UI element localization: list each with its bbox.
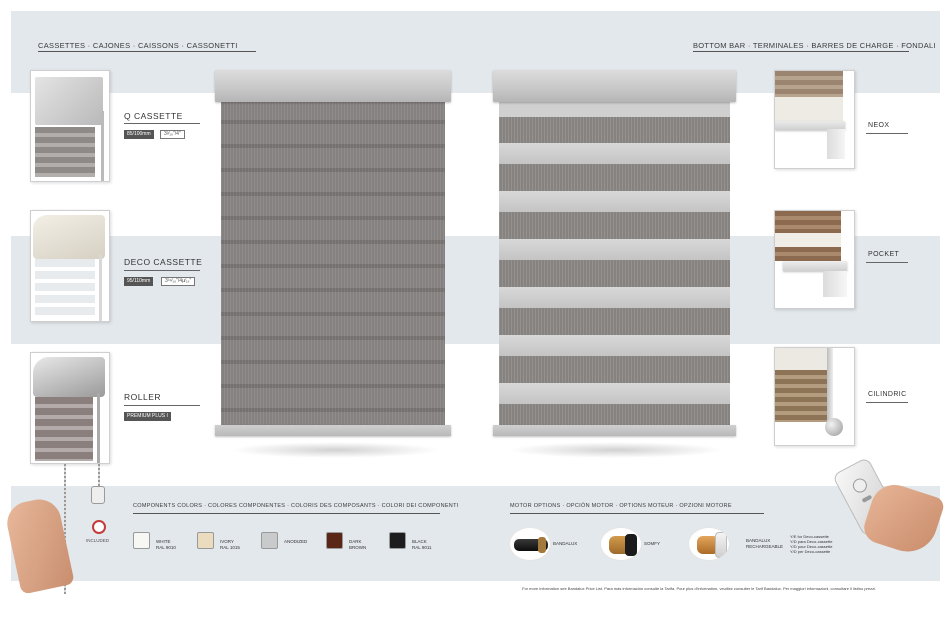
swatch-black-line1: BLACK [412, 539, 427, 544]
swatch-black [389, 532, 406, 549]
motor-title: MOTOR OPTIONS · OPCIÓN MOTOR · OPTIONS MOTEUR · OPZIONI MOTORE [510, 503, 732, 509]
motor-somfy-label: SOMFY [644, 541, 661, 546]
roller-badge: PREMIUM PLUS I [124, 412, 171, 421]
neox-rule [866, 133, 908, 134]
swatch-dark-brown-line2: BROWN [349, 545, 367, 550]
blind-open-illustration [493, 70, 736, 440]
swatch-anodized [261, 532, 278, 549]
blind-closed-illustration [215, 70, 451, 440]
cassettes-title-rule [38, 51, 256, 52]
bottom-bar-title-rule [693, 51, 909, 52]
pocket-label: POCKET [868, 251, 900, 258]
cilindric-photo [774, 347, 855, 446]
blind-closed-cassette [215, 70, 451, 102]
roller-rule [124, 405, 200, 406]
swatch-white-line1: WHITE [156, 539, 171, 544]
motor-note-4: Y/D per Deco-cassette [790, 549, 831, 554]
blind-open-bottom-rail [493, 425, 736, 436]
q-cassette-name: Q CASSETTE [124, 111, 183, 121]
pocket-photo [774, 210, 855, 309]
included-label: INCLUDED [86, 538, 110, 543]
swatch-white-line2: RAL 9010 [156, 545, 176, 550]
cassettes-title: CASSETTES · CAJONES · CAISSONS · CASSONETTI [38, 41, 238, 50]
cilindric-label: CILINDRIC [868, 391, 907, 398]
motor-somfy-image [600, 527, 642, 561]
roller-photo [30, 352, 110, 464]
motor-rechargeable-image [688, 527, 730, 561]
motor-note-2: Y/D para Deco-cassette [790, 539, 833, 544]
included-icon [92, 520, 106, 534]
swatch-dark-brown [326, 532, 343, 549]
bottom-bar-title: BOTTOM BAR · TERMINALES · BARRES DE CHARGE · FONDALI [693, 41, 936, 50]
swatch-white [133, 532, 150, 549]
blind-open-shadow [508, 442, 724, 458]
footer-note: For more information see Bandalux Price List. Para más información consulte la Tarifa. Pour plus d'information, veuillez consulter le Tarif Bandalux. Per maggiori informazioni, consultare il listino prezzi. [522, 586, 877, 591]
deco-cassette-size-in: 3³⁴⁄₁₆"/4µ⁄₁₆" [161, 277, 195, 286]
motor-bandalux-image [509, 527, 551, 561]
roller-name: ROLLER [124, 392, 162, 402]
swatch-black-line2: RAL 9011 [412, 545, 432, 550]
blind-closed-bottom-rail [215, 425, 451, 436]
q-cassette-size-in: 3³⁄₁₆"/4" [160, 130, 185, 139]
blind-open-fabric [499, 100, 730, 427]
deco-cassette-name: DECO CASSETTE [124, 257, 203, 267]
swatch-dark-brown-line1: DARK [349, 539, 362, 544]
blind-open-cassette [493, 70, 736, 102]
cilindric-rule [866, 402, 908, 403]
q-cassette-photo [30, 70, 110, 182]
q-cassette-rule [124, 123, 200, 124]
motor-note-3: Y/D pour Deco-cassette [790, 544, 833, 549]
motor-note-1: Y/E for Deco-cassette [790, 534, 829, 539]
swatch-anodized-line1: ANODIZED [284, 539, 308, 544]
colors-title: COMPONENTS COLORS · COLORES COMPONENTES · COLORIS DES COMPOSANTS · COLORI DEI COMPONENTI [133, 503, 459, 509]
deco-cassette-photo [30, 210, 110, 322]
q-cassette-size-mm: 85/100mm [124, 130, 154, 139]
deco-cassette-rule [124, 270, 200, 271]
pocket-rule [866, 262, 908, 263]
chain-tensioner [91, 486, 105, 504]
motor-title-rule [510, 513, 764, 514]
neox-photo [774, 70, 855, 169]
colors-title-rule [133, 513, 440, 514]
deco-cassette-size-mm: 95/110mm [124, 277, 153, 286]
motor-bandalux-label: BANDALUX [553, 541, 578, 546]
motor-rechargeable-label: BANDALUX RECHARGEABLE [746, 538, 784, 549]
swatch-ivory-line2: RAL 1015 [220, 545, 240, 550]
blind-closed-shadow [230, 442, 440, 458]
swatch-ivory-line1: IVORY [220, 539, 234, 544]
swatch-ivory [197, 532, 214, 549]
neox-label: NEOX [868, 122, 890, 129]
blind-closed-folds [221, 100, 445, 427]
